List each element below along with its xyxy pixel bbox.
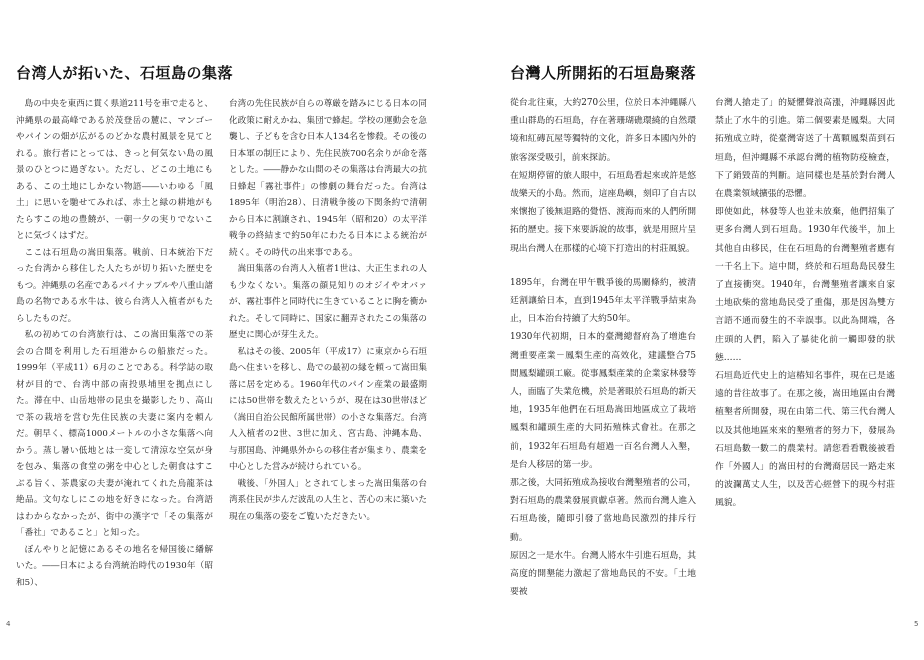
- left-column-2: [229, 96, 427, 525]
- right-column-1: [510, 94, 696, 601]
- left-column-1: [16, 96, 213, 591]
- right-column-2: [715, 94, 895, 513]
- right-col1-paragraph-3: 1895年，台灣在甲午戰爭後的馬關條約，被清廷割讓給日本，直到1945年太平洋戰爭結束為止，日本治台持續了大約50年。: [510, 277, 696, 325]
- left-col1-paragraph-4: ぼんやりと記憶にあるその地名を帰国後に繙解いた。――日本による台湾統治時代の1930年（昭和5）、: [16, 544, 213, 588]
- right-col1-paragraph-2: 在短期停留的旅人眼中，石垣島看起來或許是悠哉樂天的小島。然而，這座島嶼，刻印了自古以來懷抱了後無退路的覺悟、渡海而來的人們所開拓的歷史。接下來要訴說的故事，就是用照片呈現出台灣人在那樣的心境下打造出的村莊風貌。: [510, 170, 696, 254]
- left-col1-paragraph-3: 私の初めての台湾旅行は、この嵩田集落での茶会の合間を利用した石垣港からの船旅だった。1999年（平成11）6月のことである。科学誌の取材が目的で、台湾中部の南投県埔里を拠点にした。滞在中、山岳地帯の昆虫を撮影したり、高山で茶の栽培を営む先住民族の夫妻に案内を頼んだ。朝早く、標高1000メートルの小さな集落へ向かう。蒸し暑い低地とは一変して清涼な空気が身を包み、集落の食堂の粥を中心とした朝食はすこぶる旨く、茶農家の夫妻が淹れてくれた烏龍茶は絶品。文句なしにこの地を好きになった。台湾語はわからなかったが、街中の漢字で「その集落が「番社」であること」と知った。: [16, 330, 213, 538]
- left-col2-paragraph-3: 私はその後、2005年（平成17）に東京から石垣島へ住まいを移し、島での最初の縁を頼って嵩田集落に居を定める。1960年代のパイン産業の最盛期には50世帯を数えたというが、現在は30世帯ほど（嵩田自治公民館所属世帯）の小さな集落だ。台湾人入植者の2世、3世に加え、宮古島、沖縄本島、与那国島、沖縄県外からの移住者が集まり、農業を中心とした営みが続けられている。: [229, 346, 427, 472]
- right-col2-paragraph-2: 即使如此，林發等人也並未放棄，他們招集了更多台灣人到石垣島。1930年代後半，加上其他自由移民，住在石垣島的台灣墾殖者應有一千名上下。這中間，終於和石垣島島民發生了直接衝突。1940年，台灣墾殖者讓來自家土地砍柴的當地島民受了重傷，那是因為雙方言語不通而發生的不幸誤事。以此為開端，各庄頭的人們，陷入了暴徒化前一觸即發的狀態……: [715, 207, 895, 363]
- right-col1-paragraph-5: 那之後，大同拓殖成為接收台灣墾殖者的公司，對石垣島的農業發展貢獻卓著。然而台灣人進入石垣島後，隨即引發了當地島民激烈的排斥行動。: [510, 478, 696, 543]
- right-col1-paragraph-4: 1930年代初期，日本的臺灣總督府為了增進台灣重要產業－鳳梨生產的高效化，建議整合75間鳳梨罐頭工廠。從事鳳梨產業的企業家林發等人，面臨了失業危機，於是著眼於石垣島的新天地，1935年他們在石垣島嵩田地區成立了栽培鳳梨和罐頭生產的大同拓殖株式會社。在那之前，1932年石垣島有超過一百名台灣人入墾，是台人移居的第一步。: [510, 332, 696, 470]
- left-col2-paragraph-2: 嵩田集落の台湾人入植者1世は、大正生まれの人も少なくない。集落の顔見知りのオジイやオバァが、霧社事件と同時代に生きていることに胸を衝かれた。そして同時に、国家に翻弄されたこの集落の歴史に関心が芽生えた。: [229, 264, 427, 340]
- right-page-title: 台灣人所開拓的石垣島聚落: [510, 64, 697, 82]
- right-page-chinese: [462, 0, 924, 660]
- left-col2-paragraph-4: 戦後、「外国人」とされてしまった嵩田集落の台湾系住民が歩んだ波乱の人生と、苦心の末に築いた現在の集落の姿をご覧いただきたい。: [229, 478, 427, 522]
- left-page-number: 4: [6, 620, 11, 628]
- right-col1-paragraph-6: 原因之一是水牛。台灣人將水牛引進石垣島，其高度的開墾能力激起了當地島民的不安。「土地要被: [510, 550, 696, 598]
- left-col2-paragraph-1: 台湾の先住民族が自らの尊厳を踏みにじる日本の同化政策に耐えかね、集団で蜂起。学校の運動会を急襲し、子どもを含む日本人134名を惨殺。その後の日本軍の制圧により、先住民族700名余りが命を落とした。――静かな山間のその集落は台湾最大の抗日蜂起「霧社事件」の惨劇の舞台だった。台湾は1895年（明治28）、日清戦争後の下関条約で清朝から日本に割譲され、1945年（昭和20）の太平洋戦争の終結まで約50年にわたる日本による統治が続く。その時代の出来事である。: [229, 99, 427, 258]
- left-col1-paragraph-2: ここは石垣島の嵩田集落。戦前、日本統治下だった台湾から移住した人たちが切り拓いた歴史をもつ。沖縄県の名産であるパイナップルや八重山諸島の名物である水牛は、彼ら台湾人入植者がもたらしたものだ。: [16, 247, 213, 324]
- right-col1-paragraph-1: 從台北往東，大約270公里，位於日本沖繩縣八重山群島的石垣島，存在著珊瑚礁環繞的自然環境和紅磚瓦屋等獨特的文化，許多日本國內外的旅客深受吸引，前來探訪。: [510, 98, 696, 163]
- right-col2-paragraph-3: 石垣島近代史上的這樁知名事件，現在已是遙遠的昔往故事了。在那之後，嵩田地區由台灣植墾者所開發，現在由第二代、第三代台灣人以及其他地區來來的墾殖者的努力下，發展為石垣島數一數二的農業村。請您看看戰後被看作「外國人」的嵩田村的台灣裔居民一路走來的波瀾萬丈人生，以及苦心經營下的現今村莊風貌。: [715, 371, 895, 509]
- right-col2-paragraph-1: 台灣人搶走了」的疑懼聲浪高漲，沖繩縣因此禁止了水牛的引進。第二個要素是鳳梨。大同拓殖成立時，從臺灣寄送了十萬顆鳳梨苗到石垣島，但沖繩縣不承認台灣的植物防疫檢查，下了銷毀苗的判斷。這同樣也是基於對台灣人在農業領域擴張的恐懼。: [715, 98, 895, 200]
- right-page-number: 5: [914, 620, 919, 628]
- left-col1-paragraph-1: 島の中央を東西に貫く県道211号を車で走ると、沖縄県の最高峰である於茂登岳の麓に、マンゴーやパインの畑が広がるのどかな農村風景を見てとれる。旅行者にとっては、きっと何気ない島の風景のひとつに過ぎない。ただし、どこの土地にもある、この土地にしかない物語――いわゆる「風土」に思いを馳せてみれば、赤土と緑の耕地がもたらすこの地の豊饒が、一朝一夕の実りでないことに気づくはずだ。: [16, 99, 213, 241]
- left-page-title: 台湾人が拓いた、石垣島の集落: [16, 64, 234, 82]
